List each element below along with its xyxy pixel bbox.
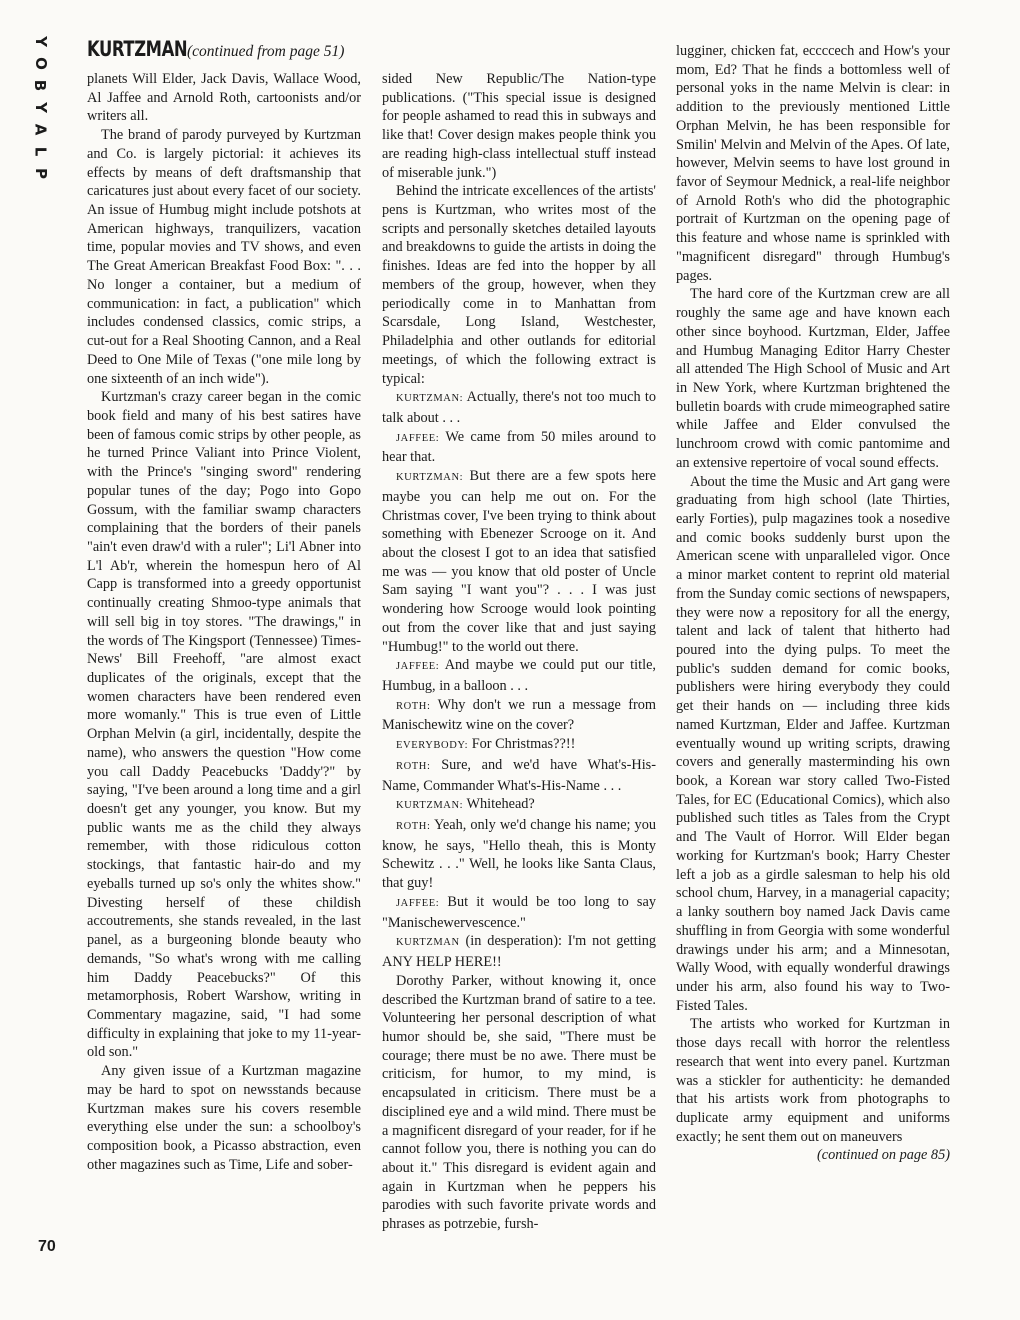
text-column-1 — [87, 70, 361, 1174]
dialogue-line — [382, 656, 656, 695]
article-header — [87, 37, 344, 61]
spine-letter: Y — [31, 36, 50, 47]
paragraph: Dorothy Parker, without knowing it, once described the Kurtzman brand of satire to a tee. Volunteering her personal description of what humor should be, she said, "There must be courage; there must be no awe. There must be criticism, for humor, to my mind, is encapsulated in criticism. There must be a disciplined eye and a wild mind. There must be a magnificent disregard of your reader, for if he cannot follow you, there is nothing you can do about it." This disregard is evident again and again in Kurtzman when he peppers his parodies with such favorite private words and phrases as potrzebie, fursh- — [382, 972, 656, 1233]
spine-letter: A — [31, 123, 50, 136]
paragraph: The hard core of the Kurtzman crew are all roughly the same age and have known each other since boyhood. Kurtzman, Elder, Jaffee and Humbug Managing Editor Harry Chester all attended The High School of Music and Art in New York, where Kurtzman brightened the bulletin boards with crude mimeographed satire while Jaffee and Elder convulsed the lunchroom crowd with comic pantomime and an extensive repertoire of vocal sound effects. — [676, 286, 950, 471]
paragraph: The artists who worked for Kurtzman in those days recall with horror the relentless research that went into every panel. Kurtzman was a stickler for authenticity: he demanded that his artists work from photographs to duplicate army equipment and uniforms exactly; he sent them out on maneuvers — [676, 1016, 950, 1145]
dialogue-speaker: ROTH: — [396, 821, 431, 833]
paragraph: Behind the intricate excellences of the artists' pens is Kurtzman, who writes most of the scripts and personally sketches detailed layouts and breakdowns to guide the artists in doing the finishes. Ideas are fed into the hopper by all members of the group, however, when they periodically come in to Manhattan from Scarsdale, Long Island, Westchester, Philadelphia and other outlands for editorial meetings, of which the following extract is typical: — [382, 183, 656, 387]
paragraph: lugginer, chicken fat, eccccech and How's your mom, Ed? That he finds a bottomless well of personal yoks in the name Melvin is clear: in addition to the previously mentioned Little Orphan Melvin, he has been responsible for Smilin' Melvin and Melvin of the Apes. Of late, however, Melvin seems to have lost ground in favor of Seymour Mednick, a real-life neighbor of Arnold Roth's who did the photographic portrait of Kurtzman on the opening page of this feature and whose name is sprinkled with "magnificent disregard" through Humbug's pages. — [676, 43, 950, 284]
dialogue-text: And maybe we could put our title, Humbug, in a balloon . . . — [382, 657, 656, 694]
text-column-2 — [382, 70, 656, 1234]
paragraph: planets Will Elder, Jack Davis, Wallace Wood, Al Jaffee and Arnold Roth, cartoonists and/or writers all. — [87, 71, 361, 125]
dialogue-line — [382, 893, 656, 932]
dialogue-speaker: ROTH: — [396, 760, 431, 772]
paragraph: sided New Republic/The Nation-type publications. ("This special issue is designed for people ashamed to read this in subways and like that! Cover design makes people think you are reading high-class intellectual stuff instead of miserable junk.") — [382, 71, 656, 181]
dialogue-text: Whitehead? — [466, 796, 535, 813]
paragraph: The brand of parody purveyed by Kurtzman and Co. is largely pictorial: it achieves its effects by means of deft draftsmanship that caricatures just about every facet of our society. An issue of Humbug might include potshots at American highways, tranquilizers, vacation time, popular movies and TV shows, and even The Great American Breakfast Food Box: ". . . No longer a container, but a medium of communication: in fact, a publication" which includes condensed classics, comic strips, a cut-out for a Real Shooting Cannon, and a Real Deed to One Mile of Texas ("one mile long by one sixteenth of an inch wide"). — [87, 127, 361, 387]
dialogue-speaker: JAFFEE: — [396, 661, 440, 673]
continued-from-note: (continued from page 51) — [187, 43, 345, 60]
dialogue-line — [382, 388, 656, 427]
dialogue-speaker: EVERYBODY: — [396, 740, 469, 752]
dialogue-line — [382, 696, 656, 735]
dialogue-speaker: KURTZMAN: — [396, 472, 464, 484]
page-number: 70 — [38, 1238, 56, 1255]
dialogue-text: Yeah, only we'd change his name; you know, he says, "Hello theah, this is Monty Schewitz . . ." Well, he looks like Santa Claus, that guy! — [382, 817, 657, 892]
spine-letter: O — [31, 57, 50, 70]
dialogue-line — [382, 816, 656, 893]
article-kicker: KURTZMAN — [87, 37, 188, 61]
dialogue-line — [382, 932, 656, 971]
dialogue-text: But it would be too long to say "Manischewervescence." — [382, 893, 656, 931]
dialogue-text: Actually, there's not too much to talk about . . . — [382, 389, 656, 426]
magazine-spine-title — [26, 32, 50, 186]
dialogue-text: For Christmas??!! — [471, 736, 576, 753]
dialogue-speaker: JAFFEE: — [396, 432, 440, 444]
spine-letter: Y — [31, 102, 50, 113]
paragraph: Kurtzman's crazy career began in the comic book field and many of his best satires have been of famous comic strips by other people, as he turned Prince Valiant into Prince Violent, with the Prince's "singing sword" rendering popular tunes of the day; Pogo into Gopo Gossum, with the familiar swamp characters complaining that the borders of their panels "ain't even draw'd with a ruler"; Li'l Abner into L'l Ab'r, wherein the homespun hero of Al Capp is transformed into a greedy opportunist continually creating Shmoo-type animals that will sell big in toy stores. "The drawings," in the words of The Kingsport (Tennessee) Times-News' Bill Freehoff, "are almost exact duplicates of the originals, except that the women characters have been rendered even more womanly." This is true even of Little Orphan Melvin (a girl, incidentally, despite the name), who answers the question "How come you call Daddy Peacebucks 'Daddy'?" by saying, "I've been around a long time and a girl doesn't get any younger, you know. But my public wants me as the child they always remember, with those ridiculous cotton stockings, that fantastic hair-do and my eyeballs turned up so's only the whites show." Divesting herself of these childish accoutrements, she stands revealed, in the last panel, as a burgeoning blonde beauty who demands, "So what's wrong with me calling him Daddy Peacebucks?" Of this metamorphosis, Robert Warshow, writing in Commentary magazine, said, "I had some difficulty in explaining that joke to my 11-year-old son." — [87, 389, 361, 1061]
dialogue-speaker: KURTZMAN: — [396, 800, 464, 812]
dialogue-line — [382, 795, 656, 816]
dialogue-speaker: ROTH: — [396, 700, 431, 712]
paragraph: About the time the Music and Art gang were graduating from high school (late Thirties, early Forties), pulp magazines took a nosedive and comic books suddenly burst upon the American scene with unparalleled vigor. Once a minor market content to reprint old material from the Sunday comic sections of newspapers, they were now a repository for all the energy, talent and lack of talent that hitherto had poured into the dying pulps. To meet the public's sudden demand for comic books, publishers were hiring everybody they could get their hands on — including three kids named Kurtzman, Elder and Jaffee. Kurtzman eventually wound up writing scripts, drawing covers and generally masterminding his own book, a Korean war story called Two-Fisted Tales, for EC (Educational Comics), which also published such titles as Tales from the Crypt and The Vault of Horror. Will Elder began working for Kurtzman's book; Harry Chester left a job as a girdle salesman to help his old school chum, Harvey, in a managerial capacity; a lanky southern boy named Jack Davis came shuffling in from Georgia with some wonderful drawings under his arm; and a Minnesotan, Wally Wood, with equally wonderful drawings under his arm, also found his way to Two-Fisted Tales. — [676, 473, 950, 1014]
dialogue-line — [382, 756, 656, 795]
dialogue-text: (in desperation): I'm not getting ANY HELP HERE!! — [382, 933, 656, 971]
spine-letter: B — [31, 79, 50, 92]
dialogue-line — [382, 428, 656, 467]
dialogue-text: We came from 50 miles around to hear that. — [382, 428, 656, 466]
dialogue-speaker: KURTZMAN: — [396, 393, 464, 405]
spine-letter: P — [31, 168, 50, 179]
dialogue-line — [382, 467, 656, 656]
continued-on-note: (continued on page 85) — [816, 1147, 950, 1164]
dialogue-speaker: KURTZMAN — [396, 937, 460, 949]
dialogue-speaker: JAFFEE: — [396, 897, 440, 909]
dialogue-text: Why don't we run a message from Manischewitz wine on the cover? — [382, 696, 656, 734]
text-column-3 — [676, 42, 950, 1165]
dialogue-text: But there are a few spots here maybe you can help me out on. For the Christmas cover, I've been trying to think about something with Ebenezer Scrooge on it. And about the closest I got to an idea that satisfied me was — you know that old poster of Uncle Sam saying "I want you"? . . . I was just wondering how Scrooge would look pointing out from the cover like that and just saying "Humbug!" to the world out there. — [382, 468, 656, 655]
paragraph: Any given issue of a Kurtzman magazine may be hard to spot on newsstands because Kurtzman makes sure his covers resemble everything else under the sun: a schoolboy's composition book, a Picasso abstraction, even other magazines such as Time, Life and sober- — [87, 1063, 361, 1173]
spine-letter: L — [31, 146, 50, 157]
dialogue-text: Sure, and we'd have What's-His-Name, Commander What's-His-Name . . . — [382, 756, 657, 794]
dialogue-line — [382, 735, 656, 756]
